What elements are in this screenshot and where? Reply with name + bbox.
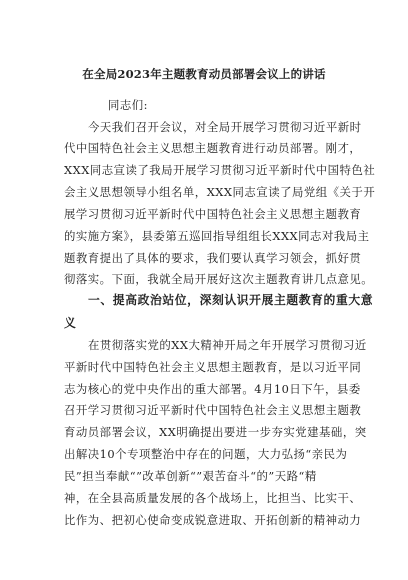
- paragraph-line: 题教育提出了具体的要求，我们要认真学习领会，抓好贯: [64, 251, 362, 265]
- paragraph-line: 平新时代中国特色社会主义思想主题教育，是以习近平同: [64, 360, 362, 374]
- paragraph-line: 今天我们召开会议，对全局开展学习贯彻习近平新时: [88, 120, 362, 134]
- paragraph-line: 神，在全县高质量发展的各个战场上，比担当、比实干、: [64, 491, 362, 505]
- paragraph-line: 出解决10个专项整治中存在的问题，大力弘扬“亲民为: [64, 447, 348, 461]
- paragraph-line: XXX同志宣读了我局开展学习贯彻习近平新时代中国特色社: [64, 163, 376, 177]
- section-heading-line: 一、提高政治站位，深刻认识开展主题教育的重大意: [88, 293, 374, 307]
- salutation: 同志们:: [108, 98, 149, 112]
- section-heading-line: 义: [64, 316, 77, 330]
- paragraph-line: 比作为、把初心使命变成锐意进取、开拓创新的精神动力: [64, 513, 362, 527]
- paragraph-line: 代中国特色社会主义思想主题教育进行动员部署。刚才，: [64, 141, 362, 155]
- paragraph-line: 召开学习贯彻习近平新时代中国特色社会主义思想主题教: [64, 403, 362, 417]
- paragraph-line: 展学习贯彻习近平新时代中国特色社会主义思想主题教育: [64, 207, 362, 221]
- paragraph-line: 彻落实。下面，我就全局开展好这次主题教育讲几点意见。: [64, 272, 374, 286]
- paragraph-line: 育动员部署会议，XX明确提出要进一步夯实党建基础，突: [64, 425, 367, 439]
- paragraph-line: 民”担当奉献“”改革创新“”艰苦奋斗“的”天路“精: [64, 469, 317, 483]
- paragraph-line: 志为核心的党中央作出的重大部署。4月10日下午，县委: [64, 382, 361, 396]
- paragraph-line: 会主义思想领导小组名单，XXX同志宣读了局党组《关于开: [64, 185, 376, 199]
- paragraph-line: 在贯彻落实党的XX大精神开局之年开展学习贯彻习近: [88, 338, 367, 352]
- paragraph-line: 的实施方案》，县委第五巡回指导组组长XXX同志对我局主: [64, 229, 370, 243]
- document-title: 在全局2023年主题教育动员部署会议上的讲话: [82, 67, 326, 81]
